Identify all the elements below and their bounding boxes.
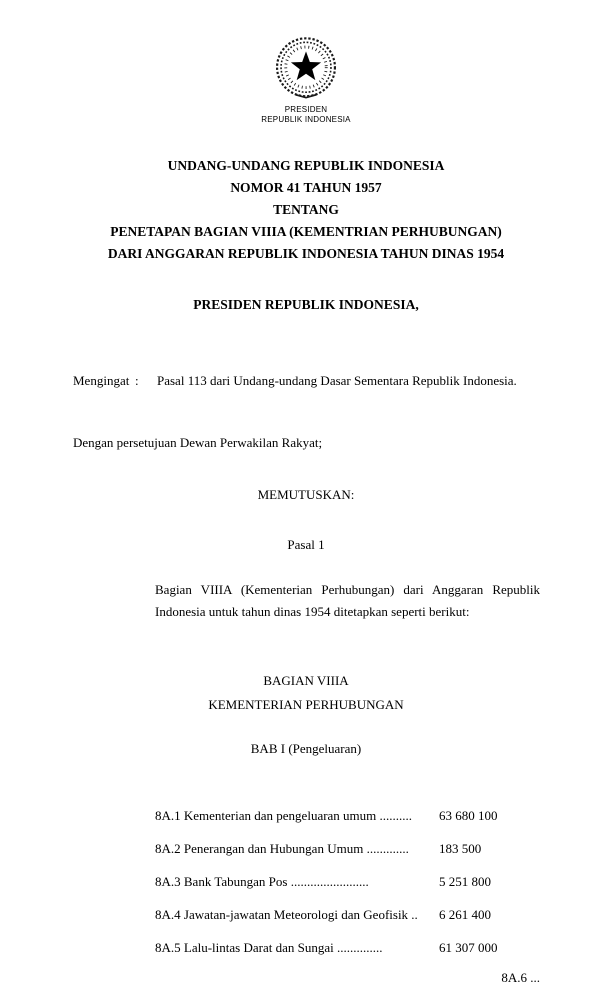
title-line-1: UNDANG-UNDANG REPUBLIK INDONESIA [167,158,445,173]
salutation: PRESIDEN REPUBLIK INDONESIA, [193,297,419,312]
title-line-5: DARI ANGGARAN REPUBLIK INDONESIA TAHUN DINAS 1954 [107,246,505,261]
document-title [0,155,612,265]
budget-item-label: 8A.3 Bank Tabungan Pos ........................ [155,874,369,889]
decision-heading: MEMUTUSKAN: [257,487,355,502]
title-line-2: NOMOR 41 TAHUN 1957 [230,180,382,195]
section-heading-line2: KEMENTERIAN PERHUBUNGAN [208,697,404,712]
presidential-seal-icon [269,34,343,102]
table-row [155,799,552,832]
title-line-4: PENETAPAN BAGIAN VIIIA (KEMENTRIAN PERHUBUNGAN) [110,224,502,239]
budget-item-amount: 61 307 000 [439,940,498,955]
budget-item-amount: 6 261 400 [439,907,491,922]
chapter-heading: BAB I (Pengeluaran) [250,741,362,756]
table-row [155,931,552,964]
budget-list [155,799,552,964]
seal-caption [261,105,350,125]
section-heading [0,669,612,717]
seal-caption-line2: REPUBLIK INDONESIA [261,115,351,124]
budget-item-label: 8A.2 Penerangan dan Hubungan Umum ............. [155,841,409,856]
considering-clause [73,371,552,391]
continuation-marker: 8A.6 ... [501,970,540,985]
budget-item-amount: 183 500 [439,841,482,856]
budget-item-label: 8A.5 Lalu-lintas Darat dan Sungai .............. [155,940,383,955]
considering-label: Mengingat [73,373,130,388]
budget-item-amount: 63 680 100 [439,808,498,823]
article-1-body: Bagian VIIIA (Kementerian Perhubungan) dari Anggaran Republik Indonesia untuk tahun dinas 1954 ditetapkan seperti berikut: [155,582,540,619]
letterhead [0,0,612,125]
table-row [155,898,552,931]
budget-item-amount: 5 251 800 [439,874,491,889]
seal-caption-line1: PRESIDEN [284,105,328,114]
table-row [155,832,552,865]
considering-text: Pasal 113 dari Undang-undang Dasar Sementara Republik Indonesia. [157,373,517,388]
budget-item-label: 8A.1 Kementerian dan pengeluaran umum .......... [155,808,413,823]
agreement-line: Dengan persetujuan Dewan Perwakilan Rakyat; [73,435,323,450]
budget-item-label: 8A.4 Jawatan-jawatan Meteorologi dan Geofisik .. [155,907,418,922]
section-heading-line1: BAGIAN VIIIA [263,673,349,688]
considering-colon: : [135,373,139,388]
title-line-3: TENTANG [273,202,339,217]
article-1-heading: Pasal 1 [287,537,325,552]
table-row [155,865,552,898]
